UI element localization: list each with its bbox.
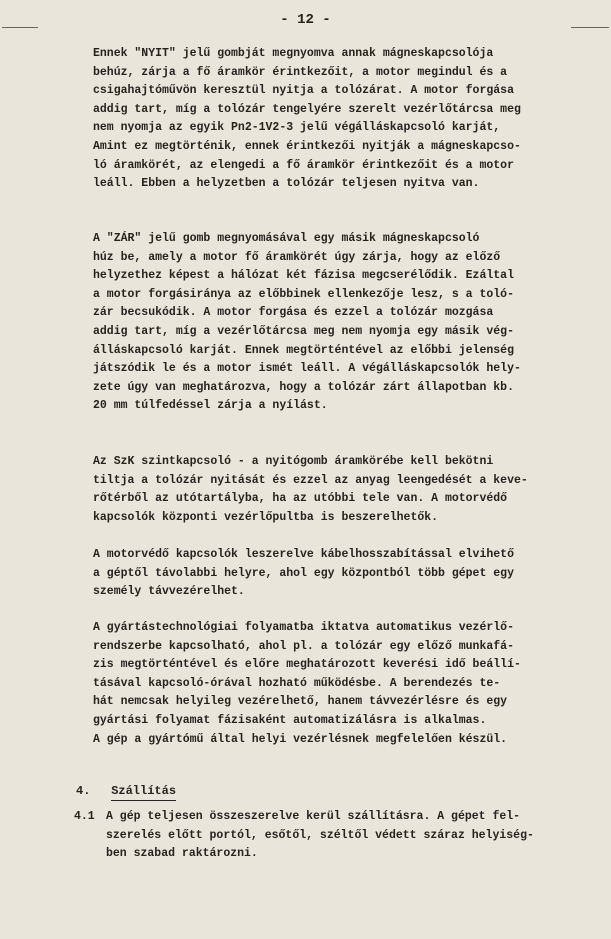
text-line: csigahajtóművön keresztül nyitja a tolózárat. A motor forgása bbox=[93, 84, 514, 98]
text-line: ló áramkörét, az elengedi a fő áramkör érintkezőit és a motor bbox=[93, 158, 514, 172]
text-line: szerelés előtt portól, esőtől, széltől védett száraz helyiség- bbox=[106, 828, 534, 842]
text-line: álláskapcsoló karját. Ennek megtörténtével az előbbi jelenség bbox=[93, 343, 514, 357]
text-line: kapcsolók központi vezérlőpultba is beszerelhetők. bbox=[93, 510, 439, 524]
paragraph-remote-control bbox=[93, 546, 573, 602]
text-line: hát nemcsak helyileg vezérelhető, hanem távvezérlésre és egy bbox=[93, 695, 508, 709]
text-line: húz be, amely a motor fő áramkörét úgy zárja, hogy az előző bbox=[93, 250, 501, 264]
text-line: behúz, zárja a fő áramkör érintkezőit, a motor megindul és a bbox=[93, 65, 508, 79]
text-line: játszódik le és a motor ismét leáll. A végálláskapcsolók hely- bbox=[93, 362, 521, 376]
text-line: A "ZÁR" jelű gomb megnyomásával egy másik mágneskapcsoló bbox=[93, 232, 480, 245]
text-line: A motorvédő kapcsolók leszerelve kábelhosszabítással elvihető bbox=[93, 548, 514, 561]
text-line: 20 mm túlfedéssel zárja a nyílást. bbox=[93, 399, 328, 413]
text-line: A gyártástechnológiai folyamatba iktatva automatikus vezérlő- bbox=[93, 621, 514, 634]
text-line: nem nyomja az egyik Pn2-1V2-3 jelű végálláskapcsoló karját, bbox=[93, 121, 501, 135]
section-number: 4. bbox=[76, 784, 91, 798]
header-rule-right bbox=[571, 27, 609, 28]
paragraph-zar-button bbox=[93, 230, 573, 416]
paragraph-level-switch bbox=[93, 453, 573, 527]
text-line: zár becsukódik. A motor forgása és ezzel a tolózár mozgása bbox=[93, 306, 494, 320]
section-heading bbox=[76, 784, 176, 798]
page-number: - 12 - bbox=[280, 12, 331, 28]
text-line: leáll. Ebben a helyzetben a tolózár teljesen nyitva van. bbox=[93, 177, 480, 191]
text-line: A gép teljesen összeszerelve kerül szállításra. A gépet fel- bbox=[106, 810, 521, 823]
sub-item-text bbox=[106, 808, 574, 864]
text-line: a motor forgásiránya az előbbinek ellenkezője lesz, s a toló- bbox=[93, 287, 514, 301]
text-line: rőtérből az utótartályba, ha az utóbbi tele van. A motorvédő bbox=[93, 492, 508, 506]
text-line: gyártási folyamat fázisaként automatizálásra is alkalmas. bbox=[93, 713, 487, 727]
text-line: tiltja a tolózár nyitását és ezzel az anyag leengedését a keve- bbox=[93, 473, 528, 487]
paragraph-nyit-button bbox=[93, 45, 573, 194]
text-line: Az SzK szintkapcsoló - a nyitógomb áramkörébe kell bekötni bbox=[93, 455, 494, 468]
paragraph-automation bbox=[93, 619, 573, 749]
text-line: tásával kapcsoló-órával hozható működésbe. A berendezés te- bbox=[93, 676, 501, 690]
sub-item-4-1 bbox=[74, 808, 574, 864]
text-line: zete úgy van meghatározva, hogy a tolózár zárt állapotban kb. bbox=[93, 380, 514, 394]
section-title: Szállítás bbox=[111, 784, 176, 801]
text-line: Amint ez megtörténik, ennek érintkezői nyitják a mágneskapcso- bbox=[93, 139, 521, 153]
sub-item-number: 4.1 bbox=[74, 810, 95, 823]
text-line: zis megtörténtével és előre meghatározott keverési idő beállí- bbox=[93, 658, 521, 672]
text-line: addig tart, míg a tolózár tengelyére szerelt vezérlőtárcsa meg bbox=[93, 102, 521, 116]
text-line: addig tart, míg a vezérlőtárcsa meg nem nyomja egy másik vég- bbox=[93, 324, 514, 338]
text-line: helyzethez képest a hálózat két fázisa megcserélődik. Ezáltal bbox=[93, 269, 514, 283]
text-line: ben szabad raktározni. bbox=[106, 847, 258, 861]
text-line: a géptől távolabbi helyre, ahol egy központból több gépet egy bbox=[93, 566, 514, 580]
text-line: személy távvezérelhet. bbox=[93, 585, 245, 599]
text-line: Ennek "NYIT" jelű gombját megnyomva annak mágneskapcsolója bbox=[93, 47, 494, 60]
text-line: A gép a gyártómű által helyi vezérlésnek megfelelően készül. bbox=[93, 732, 508, 746]
text-line: rendszerbe kapcsolható, ahol pl. a tolózár egy előző munkafá- bbox=[93, 639, 514, 653]
